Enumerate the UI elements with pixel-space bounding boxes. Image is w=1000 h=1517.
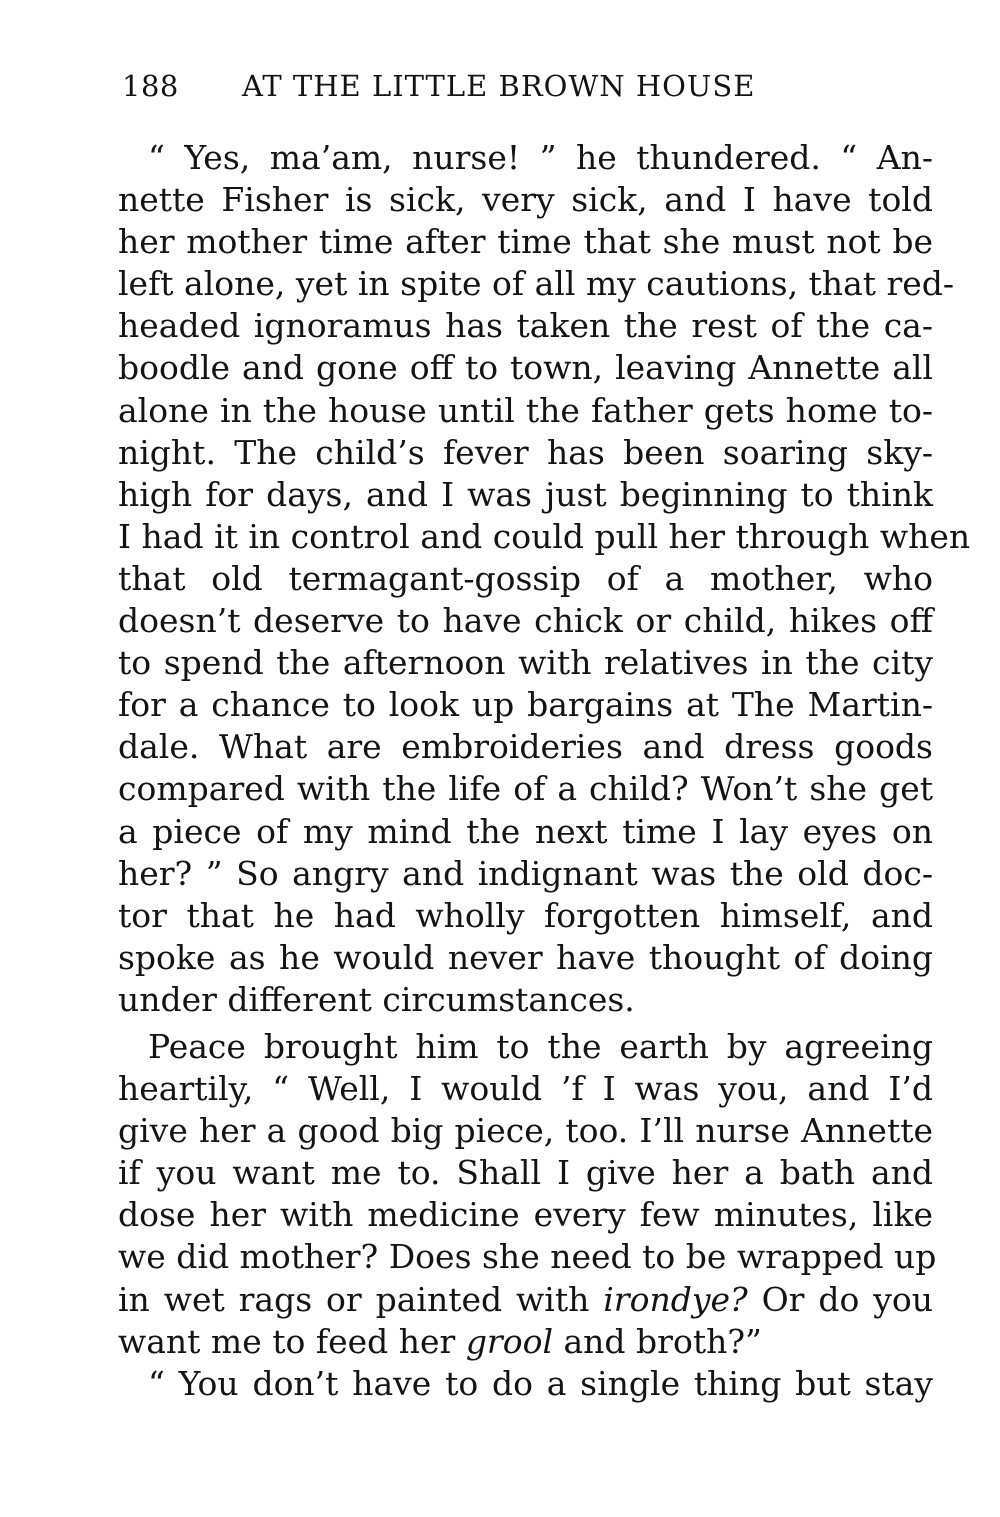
text-line: that old termagant-gossip of a mother, who: [118, 558, 933, 598]
text-line: her mother time after time that she must not be: [118, 222, 933, 262]
line-start: in wet rags or painted with: [118, 1279, 590, 1319]
page-number: 188: [122, 69, 179, 103]
paragraph-peace-reply: [118, 1026, 937, 1405]
text-line: for a chance to look up bargains at The Martin-: [118, 685, 933, 725]
text-line: spoke as he would never have thought of doing: [118, 937, 933, 977]
text-line: high for days, and I was just beginning to think: [118, 474, 933, 514]
text-line: give her a good big piece, too. I’ll nurse Annette: [118, 1111, 933, 1151]
text-line: compared with the life of a child? Won’t she get: [118, 769, 933, 809]
text-line: dose her with medicine every few minutes, like: [118, 1195, 933, 1235]
italic-word-irondye: irondye?: [603, 1279, 748, 1319]
text-line: “ You don’t have to do a single thing but stay: [148, 1363, 933, 1403]
text-line: left alone, yet in spite of all my cautions, that red-: [118, 264, 955, 304]
italic-word-grool: grool: [465, 1321, 554, 1361]
text-line: night. The child’s fever has been soaring sky-: [118, 432, 933, 472]
running-head: [122, 66, 812, 106]
text-line: heartily, “ Well, I would ’f I was you, and I’d: [118, 1069, 933, 1109]
text-line: we did mother? Does she need to be wrapped up: [118, 1237, 937, 1277]
text-line: headed ignoramus has taken the rest of the ca-: [118, 306, 933, 346]
text-line: boodle and gone off to town, leaving Annette all: [118, 348, 933, 388]
paragraph-doctor-speech: [118, 137, 971, 1021]
text-line: if you want me to. Shall I give her a bath and: [118, 1153, 933, 1193]
text-line: I had it in control and could pull her through when: [118, 516, 971, 556]
text-line: doesn’t deserve to have chick or child, hikes off: [118, 601, 933, 641]
text-line: “ Yes, ma’am, nurse! ” he thundered. “ An-: [148, 138, 933, 177]
text-line: Peace brought him to the earth by agreeing: [148, 1026, 933, 1066]
text-line: under different circumstances.: [118, 979, 635, 1019]
text-line: to spend the afternoon with relatives in the city: [118, 643, 933, 683]
running-head-title: AT THE LITTLE BROWN HOUSE: [242, 69, 756, 103]
text-line: alone in the house until the father gets home to-: [118, 390, 933, 430]
text-line: her? ” So angry and indignant was the old doc-: [118, 853, 933, 893]
line-start: want me to feed her: [118, 1321, 456, 1361]
line-end: Or do you: [747, 1279, 933, 1319]
text-line-with-italic: [118, 1279, 933, 1321]
line-end: and broth?”: [553, 1321, 762, 1361]
text-line: nette Fisher is sick, very sick, and I have told: [118, 180, 933, 220]
text-line: a piece of my mind the next time I lay eyes on: [118, 811, 933, 851]
text-line: tor that he had wholly forgotten himself, and: [118, 895, 933, 935]
body-text: [118, 137, 971, 1405]
text-line-with-italic: [118, 1321, 933, 1363]
text-line: dale. What are embroideries and dress goods: [118, 727, 933, 767]
